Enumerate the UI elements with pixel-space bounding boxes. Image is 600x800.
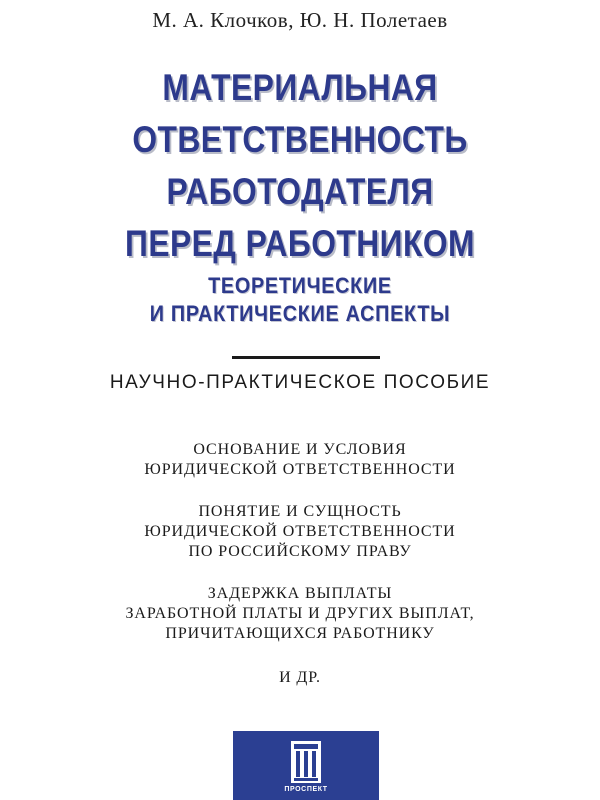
- authors: М. А. Клочков, Ю. Н. Полетаев: [152, 8, 448, 32]
- subtitle-line: И ПРАКТИЧЕСКИЕ АСПЕКТЫ: [149, 301, 451, 326]
- topic-line: ЗАРАБОТНОЙ ПЛАТЫ И ДРУГИХ ВЫПЛАТ,: [125, 605, 475, 622]
- topic-line: ЗАДЕРЖКА ВЫПЛАТЫ: [207, 585, 393, 602]
- title-line: ПЕРЕД РАБОТНИКОМ: [125, 223, 475, 264]
- topic-item: [0, 584, 600, 644]
- title-line: ОТВЕТСТВЕННОСТЬ: [132, 119, 468, 160]
- publisher-name: ПРОСПЕКТ: [284, 786, 328, 793]
- book-subtitle: [0, 272, 600, 328]
- topic-line: ЮРИДИЧЕСКОЙ ОТВЕТСТВЕННОСТИ: [144, 523, 456, 540]
- topic-line: ПОНЯТИЕ И СУЩНОСТЬ: [198, 503, 402, 520]
- topic-line: ПРИЧИТАЮЩИХСЯ РАБОТНИКУ: [165, 625, 435, 642]
- book-genre: НАУЧНО-ПРАКТИЧЕСКОЕ ПОСОБИЕ: [109, 372, 491, 393]
- book-title: [0, 62, 600, 270]
- topic-line: ЮРИДИЧЕСКОЙ ОТВЕТСТВЕННОСТИ: [144, 461, 456, 478]
- title-line: РАБОТОДАТЕЛЯ: [166, 171, 434, 212]
- title-line: МАТЕРИАЛЬНАЯ: [162, 67, 438, 108]
- divider-rule: [232, 356, 380, 359]
- topics-list: [0, 440, 600, 666]
- publisher-logo: [233, 731, 379, 800]
- topic-line: ОСНОВАНИЕ И УСЛОВИЯ: [193, 441, 407, 458]
- topic-item: [0, 502, 600, 562]
- etc-note: И ДР.: [279, 669, 321, 686]
- topic-item: [0, 440, 600, 480]
- columned-building-icon: [291, 741, 321, 783]
- subtitle-line: ТЕОРЕТИЧЕСКИЕ: [208, 273, 392, 298]
- topic-line: ПО РОССИЙСКОМУ ПРАВУ: [188, 543, 412, 560]
